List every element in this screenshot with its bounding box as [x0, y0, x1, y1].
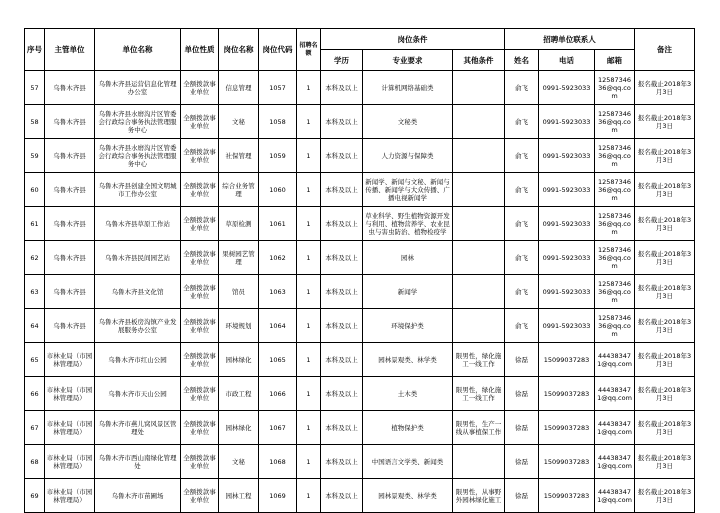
- cell-phone: 15099037283: [539, 479, 595, 513]
- cell-major: 园林: [363, 241, 453, 275]
- cell-post: 社保管理: [219, 139, 259, 173]
- cell-nature: 全额拨款事业单位: [181, 71, 219, 105]
- cell-nature: 全额拨款事业单位: [181, 275, 219, 309]
- table-row: [25, 207, 695, 241]
- cell-phone: 15099037283: [539, 445, 595, 479]
- cell-remark: 报名截止2018年3月3日: [635, 241, 695, 275]
- cell-quota: 1: [297, 411, 321, 445]
- cell-quota: 1: [297, 241, 321, 275]
- table-row: [25, 411, 695, 445]
- header-authority: 主管单位: [45, 29, 95, 71]
- cell-contact-name: 俞飞: [505, 207, 539, 241]
- table-row: [25, 377, 695, 411]
- cell-email: 1258734636@qq.com: [595, 241, 635, 275]
- cell-code: 1069: [259, 479, 297, 513]
- cell-education: 本科及以上: [321, 275, 363, 309]
- cell-code: 1062: [259, 241, 297, 275]
- cell-quota: 1: [297, 173, 321, 207]
- cell-remark: 报名截止2018年3月3日: [635, 309, 695, 343]
- cell-major: 环境保护类: [363, 309, 453, 343]
- cell-remark: 报名截止2018年3月3日: [635, 139, 695, 173]
- cell-authority: 乌鲁木齐县: [45, 241, 95, 275]
- cell-other: [453, 105, 505, 139]
- cell-seq: 60: [25, 173, 45, 207]
- cell-post: 综合业务管理: [219, 173, 259, 207]
- cell-remark: 报名截止2018年3月3日: [635, 71, 695, 105]
- recruitment-table: [24, 28, 695, 513]
- cell-code: 1066: [259, 377, 297, 411]
- cell-nature: 全额拨款事业单位: [181, 105, 219, 139]
- cell-phone: 0991-5923033: [539, 105, 595, 139]
- cell-major: 园林景观类、林学类: [363, 479, 453, 513]
- cell-major: 草业科学、野生植物资源开发与利用、植物营养学、农业昆虫与害虫防治、植物检疫学: [363, 207, 453, 241]
- cell-authority: 市林业局（市园林管理局）: [45, 343, 95, 377]
- cell-contact-name: 俞飞: [505, 241, 539, 275]
- cell-contact-name: 俞飞: [505, 309, 539, 343]
- table-row: [25, 105, 695, 139]
- cell-remark: 报名截止2018年3月3日: [635, 479, 695, 513]
- cell-nature: 全额拨款事业单位: [181, 343, 219, 377]
- cell-authority: 乌鲁木齐县: [45, 173, 95, 207]
- cell-major: 植物保护类: [363, 411, 453, 445]
- cell-unit: 乌鲁木齐县运营信息化管理办公室: [95, 71, 181, 105]
- cell-quota: 1: [297, 139, 321, 173]
- cell-quota: 1: [297, 105, 321, 139]
- cell-education: 本科及以上: [321, 139, 363, 173]
- cell-education: 本科及以上: [321, 173, 363, 207]
- cell-post: 果树园艺管理: [219, 241, 259, 275]
- cell-major: 文秘类: [363, 105, 453, 139]
- cell-unit: 乌鲁木齐县水磨沟片区管委会行政综合事务执法管理服务中心: [95, 105, 181, 139]
- cell-email: 444383471@qq.com: [595, 343, 635, 377]
- table-row: [25, 309, 695, 343]
- cell-unit: 乌鲁木齐市苗圃场: [95, 479, 181, 513]
- cell-authority: 乌鲁木齐县: [45, 105, 95, 139]
- cell-email: 444383471@qq.com: [595, 411, 635, 445]
- cell-phone: 0991-5923033: [539, 173, 595, 207]
- cell-contact-name: 俞飞: [505, 139, 539, 173]
- cell-post: 信息管理: [219, 71, 259, 105]
- cell-unit: 乌鲁木齐市西山南绿化管理处: [95, 445, 181, 479]
- cell-quota: 1: [297, 275, 321, 309]
- cell-other: [453, 173, 505, 207]
- header-post-name: 岗位名称: [219, 29, 259, 71]
- cell-quota: 1: [297, 343, 321, 377]
- cell-seq: 61: [25, 207, 45, 241]
- cell-phone: 0991-5923033: [539, 139, 595, 173]
- cell-remark: 报名截止2018年3月3日: [635, 105, 695, 139]
- cell-post: 文秘: [219, 105, 259, 139]
- cell-other: [453, 71, 505, 105]
- cell-remark: 报名截止2018年3月3日: [635, 275, 695, 309]
- cell-authority: 乌鲁木齐县: [45, 275, 95, 309]
- cell-unit: 乌鲁木齐县创建全国文明城市工作办公室: [95, 173, 181, 207]
- header-contact: 招聘单位联系人: [505, 29, 635, 50]
- cell-other: [453, 207, 505, 241]
- cell-authority: 市林业局（市园林管理局）: [45, 411, 95, 445]
- cell-remark: 报名截止2018年3月3日: [635, 343, 695, 377]
- cell-remark: 报名截止2018年3月3日: [635, 207, 695, 241]
- table-row: [25, 173, 695, 207]
- cell-phone: 15099037283: [539, 411, 595, 445]
- cell-major: 计算机网络基础类: [363, 71, 453, 105]
- header-email: 邮箱: [595, 50, 635, 71]
- cell-post: 市政工程: [219, 377, 259, 411]
- cell-quota: 1: [297, 71, 321, 105]
- cell-code: 1068: [259, 445, 297, 479]
- cell-major: 园林景观类、林学类: [363, 343, 453, 377]
- cell-phone: 0991-5923033: [539, 241, 595, 275]
- cell-email: 1258734636@qq.com: [595, 309, 635, 343]
- cell-nature: 全额拨款事业单位: [181, 207, 219, 241]
- cell-email: 1258734636@qq.com: [595, 207, 635, 241]
- cell-phone: 0991-5923033: [539, 71, 595, 105]
- cell-seq: 63: [25, 275, 45, 309]
- cell-email: 444383471@qq.com: [595, 445, 635, 479]
- cell-education: 本科及以上: [321, 411, 363, 445]
- cell-quota: 1: [297, 479, 321, 513]
- cell-nature: 全额拨款事业单位: [181, 377, 219, 411]
- header-contact-name: 姓名: [505, 50, 539, 71]
- table-row: [25, 275, 695, 309]
- cell-code: 1057: [259, 71, 297, 105]
- cell-phone: 15099037283: [539, 377, 595, 411]
- cell-remark: 报名截止2018年3月3日: [635, 445, 695, 479]
- cell-seq: 65: [25, 343, 45, 377]
- header-post-code: 岗位代码: [259, 29, 297, 71]
- cell-education: 本科及以上: [321, 241, 363, 275]
- cell-remark: 报名截止2018年3月3日: [635, 173, 695, 207]
- cell-quota: 1: [297, 309, 321, 343]
- cell-phone: 15099037283: [539, 343, 595, 377]
- header-unit-nature: 单位性质: [181, 29, 219, 71]
- cell-code: 1059: [259, 139, 297, 173]
- header-unit-name: 单位名称: [95, 29, 181, 71]
- header-other: 其他条件: [453, 50, 505, 71]
- cell-major: 中国语言文学类、新闻类: [363, 445, 453, 479]
- cell-seq: 67: [25, 411, 45, 445]
- cell-post: 草原检测: [219, 207, 259, 241]
- cell-authority: 市林业局（市园林管理局）: [45, 377, 95, 411]
- header-major: 专业要求: [363, 50, 453, 71]
- cell-authority: 市林业局（市园林管理局）: [45, 479, 95, 513]
- header-quota: 招聘名额: [297, 29, 321, 71]
- cell-code: 1061: [259, 207, 297, 241]
- cell-post: 馆员: [219, 275, 259, 309]
- cell-authority: 乌鲁木齐县: [45, 139, 95, 173]
- cell-quota: 1: [297, 207, 321, 241]
- cell-post: 园林绿化: [219, 343, 259, 377]
- table-row: [25, 71, 695, 105]
- cell-seq: 66: [25, 377, 45, 411]
- cell-contact-name: 俞飞: [505, 173, 539, 207]
- cell-contact-name: 徐磊: [505, 445, 539, 479]
- cell-nature: 全额拨款事业单位: [181, 241, 219, 275]
- cell-education: 本科及以上: [321, 479, 363, 513]
- cell-email: 1258734636@qq.com: [595, 139, 635, 173]
- cell-contact-name: 俞飞: [505, 105, 539, 139]
- cell-other: 限男性，从事野外园林绿化施工: [453, 479, 505, 513]
- cell-seq: 64: [25, 309, 45, 343]
- cell-contact-name: 徐磊: [505, 343, 539, 377]
- cell-post: 环境规划: [219, 309, 259, 343]
- cell-code: 1060: [259, 173, 297, 207]
- table-row: [25, 479, 695, 513]
- cell-education: 本科及以上: [321, 105, 363, 139]
- cell-nature: 全额拨款事业单位: [181, 479, 219, 513]
- cell-post: 园林工程: [219, 479, 259, 513]
- cell-email: 1258734636@qq.com: [595, 275, 635, 309]
- cell-other: [453, 275, 505, 309]
- cell-seq: 69: [25, 479, 45, 513]
- cell-code: 1064: [259, 309, 297, 343]
- cell-contact-name: 俞飞: [505, 71, 539, 105]
- cell-post: 文秘: [219, 445, 259, 479]
- table-row: [25, 139, 695, 173]
- cell-contact-name: 徐磊: [505, 377, 539, 411]
- cell-seq: 58: [25, 105, 45, 139]
- cell-unit: 乌鲁木齐县民间园艺站: [95, 241, 181, 275]
- cell-nature: 全额拨款事业单位: [181, 309, 219, 343]
- header-education: 学历: [321, 50, 363, 71]
- cell-contact-name: 徐磊: [505, 411, 539, 445]
- cell-nature: 全额拨款事业单位: [181, 411, 219, 445]
- cell-unit: 乌鲁木齐县文化馆: [95, 275, 181, 309]
- cell-remark: 报名截止2018年3月3日: [635, 411, 695, 445]
- cell-phone: 0991-5923033: [539, 207, 595, 241]
- cell-email: 1258734636@qq.com: [595, 71, 635, 105]
- cell-unit: 乌鲁木齐县水磨沟片区管委会行政综合事务执法管理服务中心: [95, 139, 181, 173]
- header-conditions: 岗位条件: [321, 29, 505, 50]
- cell-seq: 68: [25, 445, 45, 479]
- cell-other: 限男性，绿化施工一线工作: [453, 343, 505, 377]
- cell-education: 本科及以上: [321, 71, 363, 105]
- cell-education: 本科及以上: [321, 309, 363, 343]
- cell-post: 园林绿化: [219, 411, 259, 445]
- cell-phone: 0991-5923033: [539, 275, 595, 309]
- cell-seq: 62: [25, 241, 45, 275]
- cell-education: 本科及以上: [321, 377, 363, 411]
- cell-unit: 乌鲁木齐市红山公园: [95, 343, 181, 377]
- cell-education: 本科及以上: [321, 445, 363, 479]
- cell-other: [453, 309, 505, 343]
- cell-code: 1067: [259, 411, 297, 445]
- cell-unit: 乌鲁木齐市燕儿窝风景区管理处: [95, 411, 181, 445]
- cell-code: 1063: [259, 275, 297, 309]
- cell-unit: 乌鲁木齐县草原工作站: [95, 207, 181, 241]
- cell-email: 1258734636@qq.com: [595, 105, 635, 139]
- cell-quota: 1: [297, 445, 321, 479]
- cell-email: 1258734636@qq.com: [595, 173, 635, 207]
- cell-code: 1065: [259, 343, 297, 377]
- cell-nature: 全额拨款事业单位: [181, 173, 219, 207]
- cell-email: 444383471@qq.com: [595, 479, 635, 513]
- cell-unit: 乌鲁木齐县板房沟镇产业发展服务办公室: [95, 309, 181, 343]
- cell-email: 444383471@qq.com: [595, 377, 635, 411]
- header-seq: 序号: [25, 29, 45, 71]
- cell-seq: 57: [25, 71, 45, 105]
- cell-other: [453, 241, 505, 275]
- cell-major: 土木类: [363, 377, 453, 411]
- cell-other: 限男性，生产一线从事植保工作: [453, 411, 505, 445]
- cell-remark: 报名截止2018年3月3日: [635, 377, 695, 411]
- cell-authority: 乌鲁木齐县: [45, 309, 95, 343]
- cell-contact-name: 俞飞: [505, 275, 539, 309]
- cell-other: [453, 139, 505, 173]
- cell-education: 本科及以上: [321, 207, 363, 241]
- cell-major: 新闻学、新闻与文秘、新闻与传播、新闻学与大众传播、广播电视新闻学: [363, 173, 453, 207]
- cell-unit: 乌鲁木齐市天山公园: [95, 377, 181, 411]
- cell-quota: 1: [297, 377, 321, 411]
- cell-code: 1058: [259, 105, 297, 139]
- cell-education: 本科及以上: [321, 343, 363, 377]
- cell-seq: 59: [25, 139, 45, 173]
- cell-major: 人力资源与保障类: [363, 139, 453, 173]
- cell-major: 新闻学: [363, 275, 453, 309]
- cell-contact-name: 徐磊: [505, 479, 539, 513]
- cell-other: 限男性，绿化施工一线工作: [453, 377, 505, 411]
- table-row: [25, 343, 695, 377]
- table-row: [25, 445, 695, 479]
- cell-other: [453, 445, 505, 479]
- table-row: [25, 241, 695, 275]
- cell-nature: 全额拨款事业单位: [181, 139, 219, 173]
- cell-phone: 0991-5923033: [539, 309, 595, 343]
- header-remarks: 备注: [635, 29, 695, 71]
- cell-authority: 乌鲁木齐县: [45, 207, 95, 241]
- cell-authority: 乌鲁木齐县: [45, 71, 95, 105]
- cell-nature: 全额拨款事业单位: [181, 445, 219, 479]
- header-phone: 电话: [539, 50, 595, 71]
- recruitment-table-sheet: [24, 28, 694, 513]
- cell-authority: 市林业局（市园林管理局）: [45, 445, 95, 479]
